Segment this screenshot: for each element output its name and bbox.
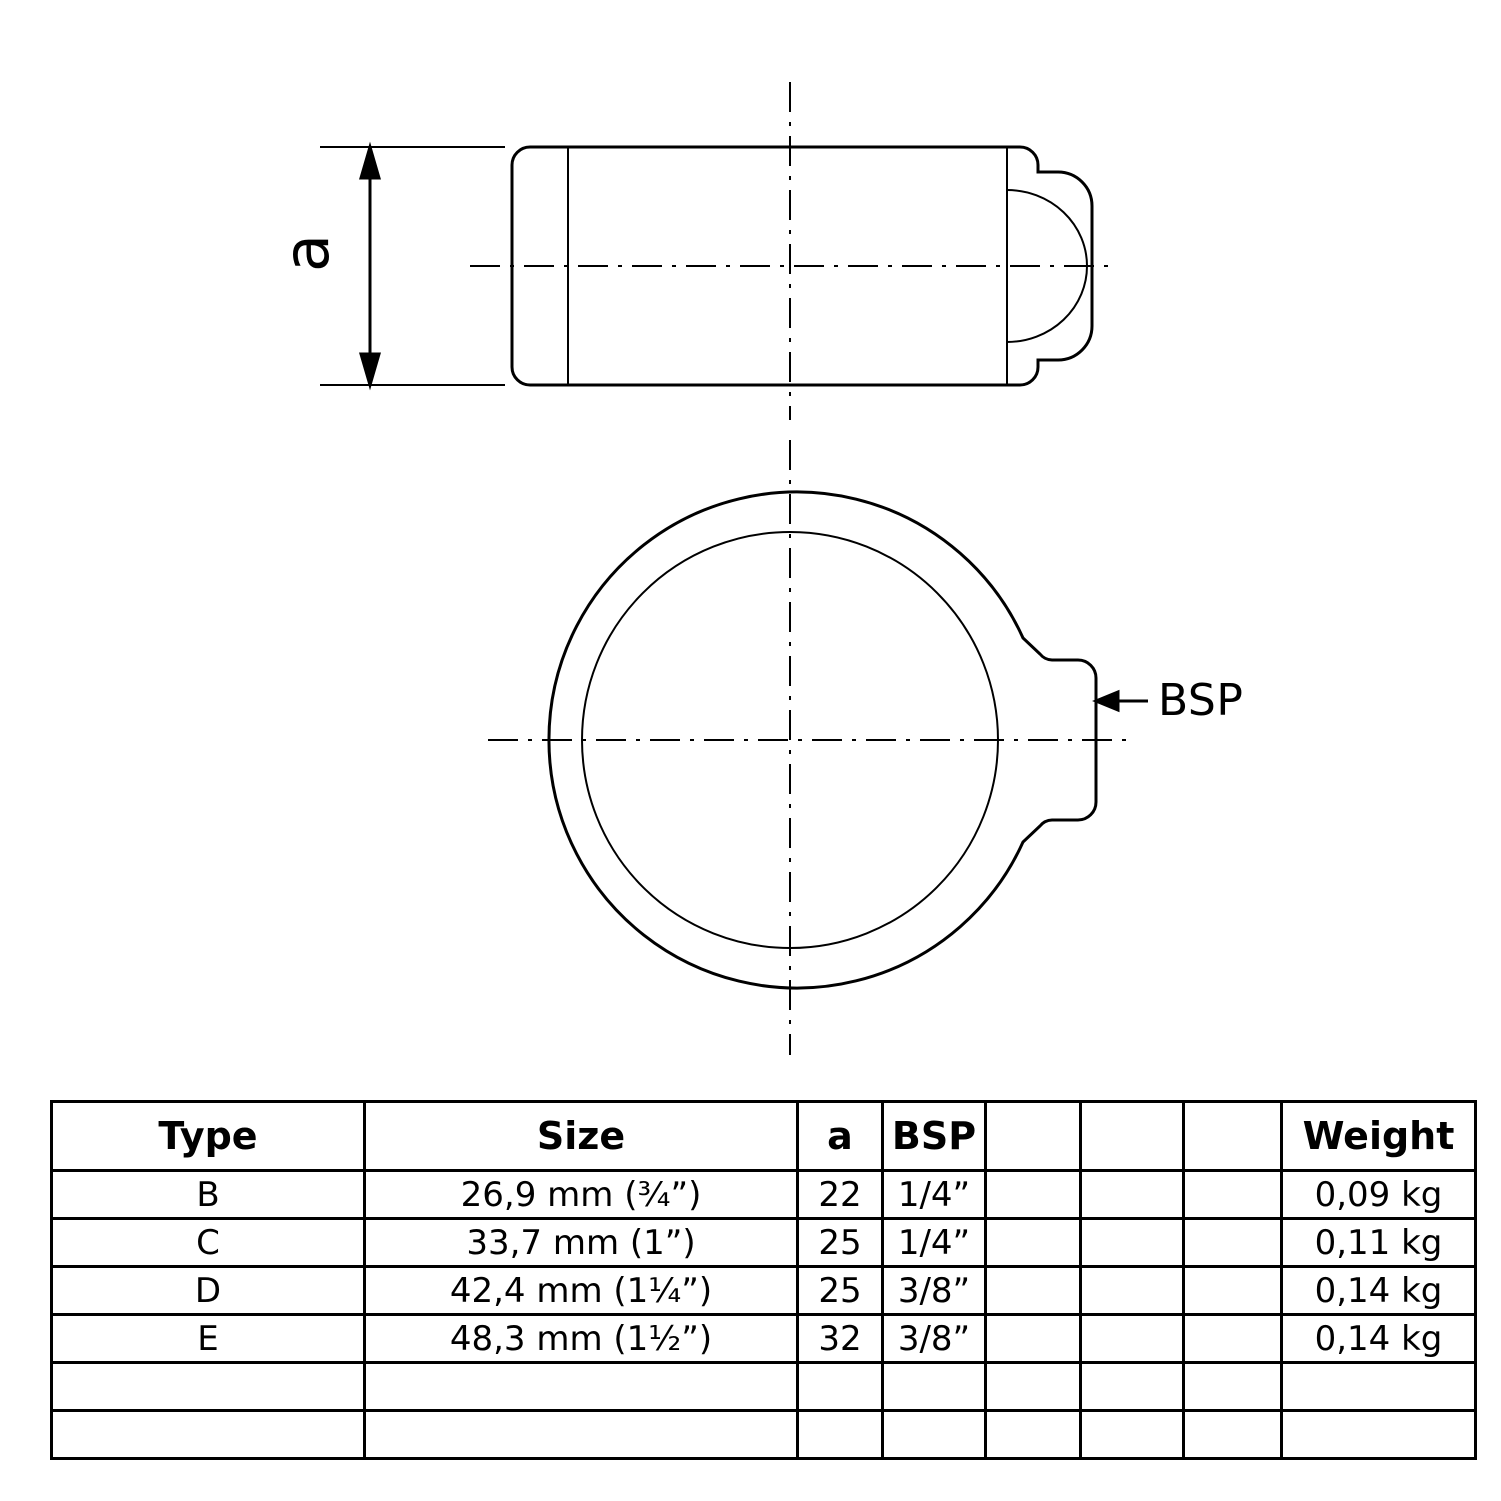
cell-a: 22 bbox=[798, 1171, 883, 1219]
cell-bsp: 3/8” bbox=[883, 1267, 986, 1315]
header-blank-2 bbox=[1081, 1102, 1184, 1171]
cell-blank-2 bbox=[1081, 1315, 1184, 1363]
cell-bsp: 1/4” bbox=[883, 1219, 986, 1267]
table-header-row bbox=[52, 1102, 1476, 1171]
dimension-label-a: a bbox=[270, 234, 343, 272]
cell-blank-3 bbox=[1184, 1171, 1282, 1219]
cell-empty bbox=[798, 1363, 883, 1411]
table-row bbox=[52, 1219, 1476, 1267]
cell-empty bbox=[1184, 1363, 1282, 1411]
cell-weight: 0,11 kg bbox=[1282, 1219, 1476, 1267]
header-bsp: BSP bbox=[883, 1102, 986, 1171]
cell-bsp: 3/8” bbox=[883, 1315, 986, 1363]
cell-blank-3 bbox=[1184, 1315, 1282, 1363]
header-size: Size bbox=[365, 1102, 798, 1171]
cell-weight: 0,14 kg bbox=[1282, 1315, 1476, 1363]
cell-empty bbox=[986, 1363, 1081, 1411]
bsp-leader-arrow bbox=[1096, 692, 1148, 710]
cell-type: D bbox=[52, 1267, 365, 1315]
header-blank-3 bbox=[1184, 1102, 1282, 1171]
cell-a: 25 bbox=[798, 1267, 883, 1315]
cell-empty bbox=[883, 1363, 986, 1411]
cell-size: 26,9 mm (¾”) bbox=[365, 1171, 798, 1219]
cell-empty bbox=[1184, 1411, 1282, 1459]
cell-blank-2 bbox=[1081, 1219, 1184, 1267]
header-weight: Weight bbox=[1282, 1102, 1476, 1171]
header-a: a bbox=[798, 1102, 883, 1171]
cell-empty bbox=[883, 1411, 986, 1459]
cell-empty bbox=[986, 1411, 1081, 1459]
table-row-empty bbox=[52, 1363, 1476, 1411]
table-row bbox=[52, 1171, 1476, 1219]
cell-blank-2 bbox=[1081, 1267, 1184, 1315]
cell-empty bbox=[1081, 1363, 1184, 1411]
cell-blank-3 bbox=[1184, 1219, 1282, 1267]
cell-bsp: 1/4” bbox=[883, 1171, 986, 1219]
cell-empty bbox=[365, 1363, 798, 1411]
cell-empty bbox=[365, 1411, 798, 1459]
header-type: Type bbox=[52, 1102, 365, 1171]
cell-size: 42,4 mm (1¼”) bbox=[365, 1267, 798, 1315]
table-row bbox=[52, 1267, 1476, 1315]
cell-empty bbox=[1282, 1411, 1476, 1459]
cell-empty bbox=[798, 1411, 883, 1459]
table-row bbox=[52, 1315, 1476, 1363]
cell-empty bbox=[1282, 1363, 1476, 1411]
cell-type: C bbox=[52, 1219, 365, 1267]
table-row-empty bbox=[52, 1411, 1476, 1459]
cell-size: 33,7 mm (1”) bbox=[365, 1219, 798, 1267]
cell-blank-1 bbox=[986, 1315, 1081, 1363]
cell-blank-3 bbox=[1184, 1267, 1282, 1315]
spec-table bbox=[50, 1100, 1477, 1460]
cell-blank-1 bbox=[986, 1171, 1081, 1219]
cell-weight: 0,14 kg bbox=[1282, 1267, 1476, 1315]
cell-size: 48,3 mm (1½”) bbox=[365, 1315, 798, 1363]
cell-weight: 0,09 kg bbox=[1282, 1171, 1476, 1219]
cell-a: 25 bbox=[798, 1219, 883, 1267]
cell-blank-1 bbox=[986, 1267, 1081, 1315]
spec-table-container bbox=[50, 1100, 1455, 1460]
cell-empty bbox=[1081, 1411, 1184, 1459]
cell-empty bbox=[52, 1363, 365, 1411]
bsp-callout-label: BSP bbox=[1158, 675, 1244, 726]
cell-blank-1 bbox=[986, 1219, 1081, 1267]
cell-empty bbox=[52, 1411, 365, 1459]
cell-type: E bbox=[52, 1315, 365, 1363]
cell-blank-2 bbox=[1081, 1171, 1184, 1219]
cell-a: 32 bbox=[798, 1315, 883, 1363]
header-blank-1 bbox=[986, 1102, 1081, 1171]
cell-type: B bbox=[52, 1171, 365, 1219]
